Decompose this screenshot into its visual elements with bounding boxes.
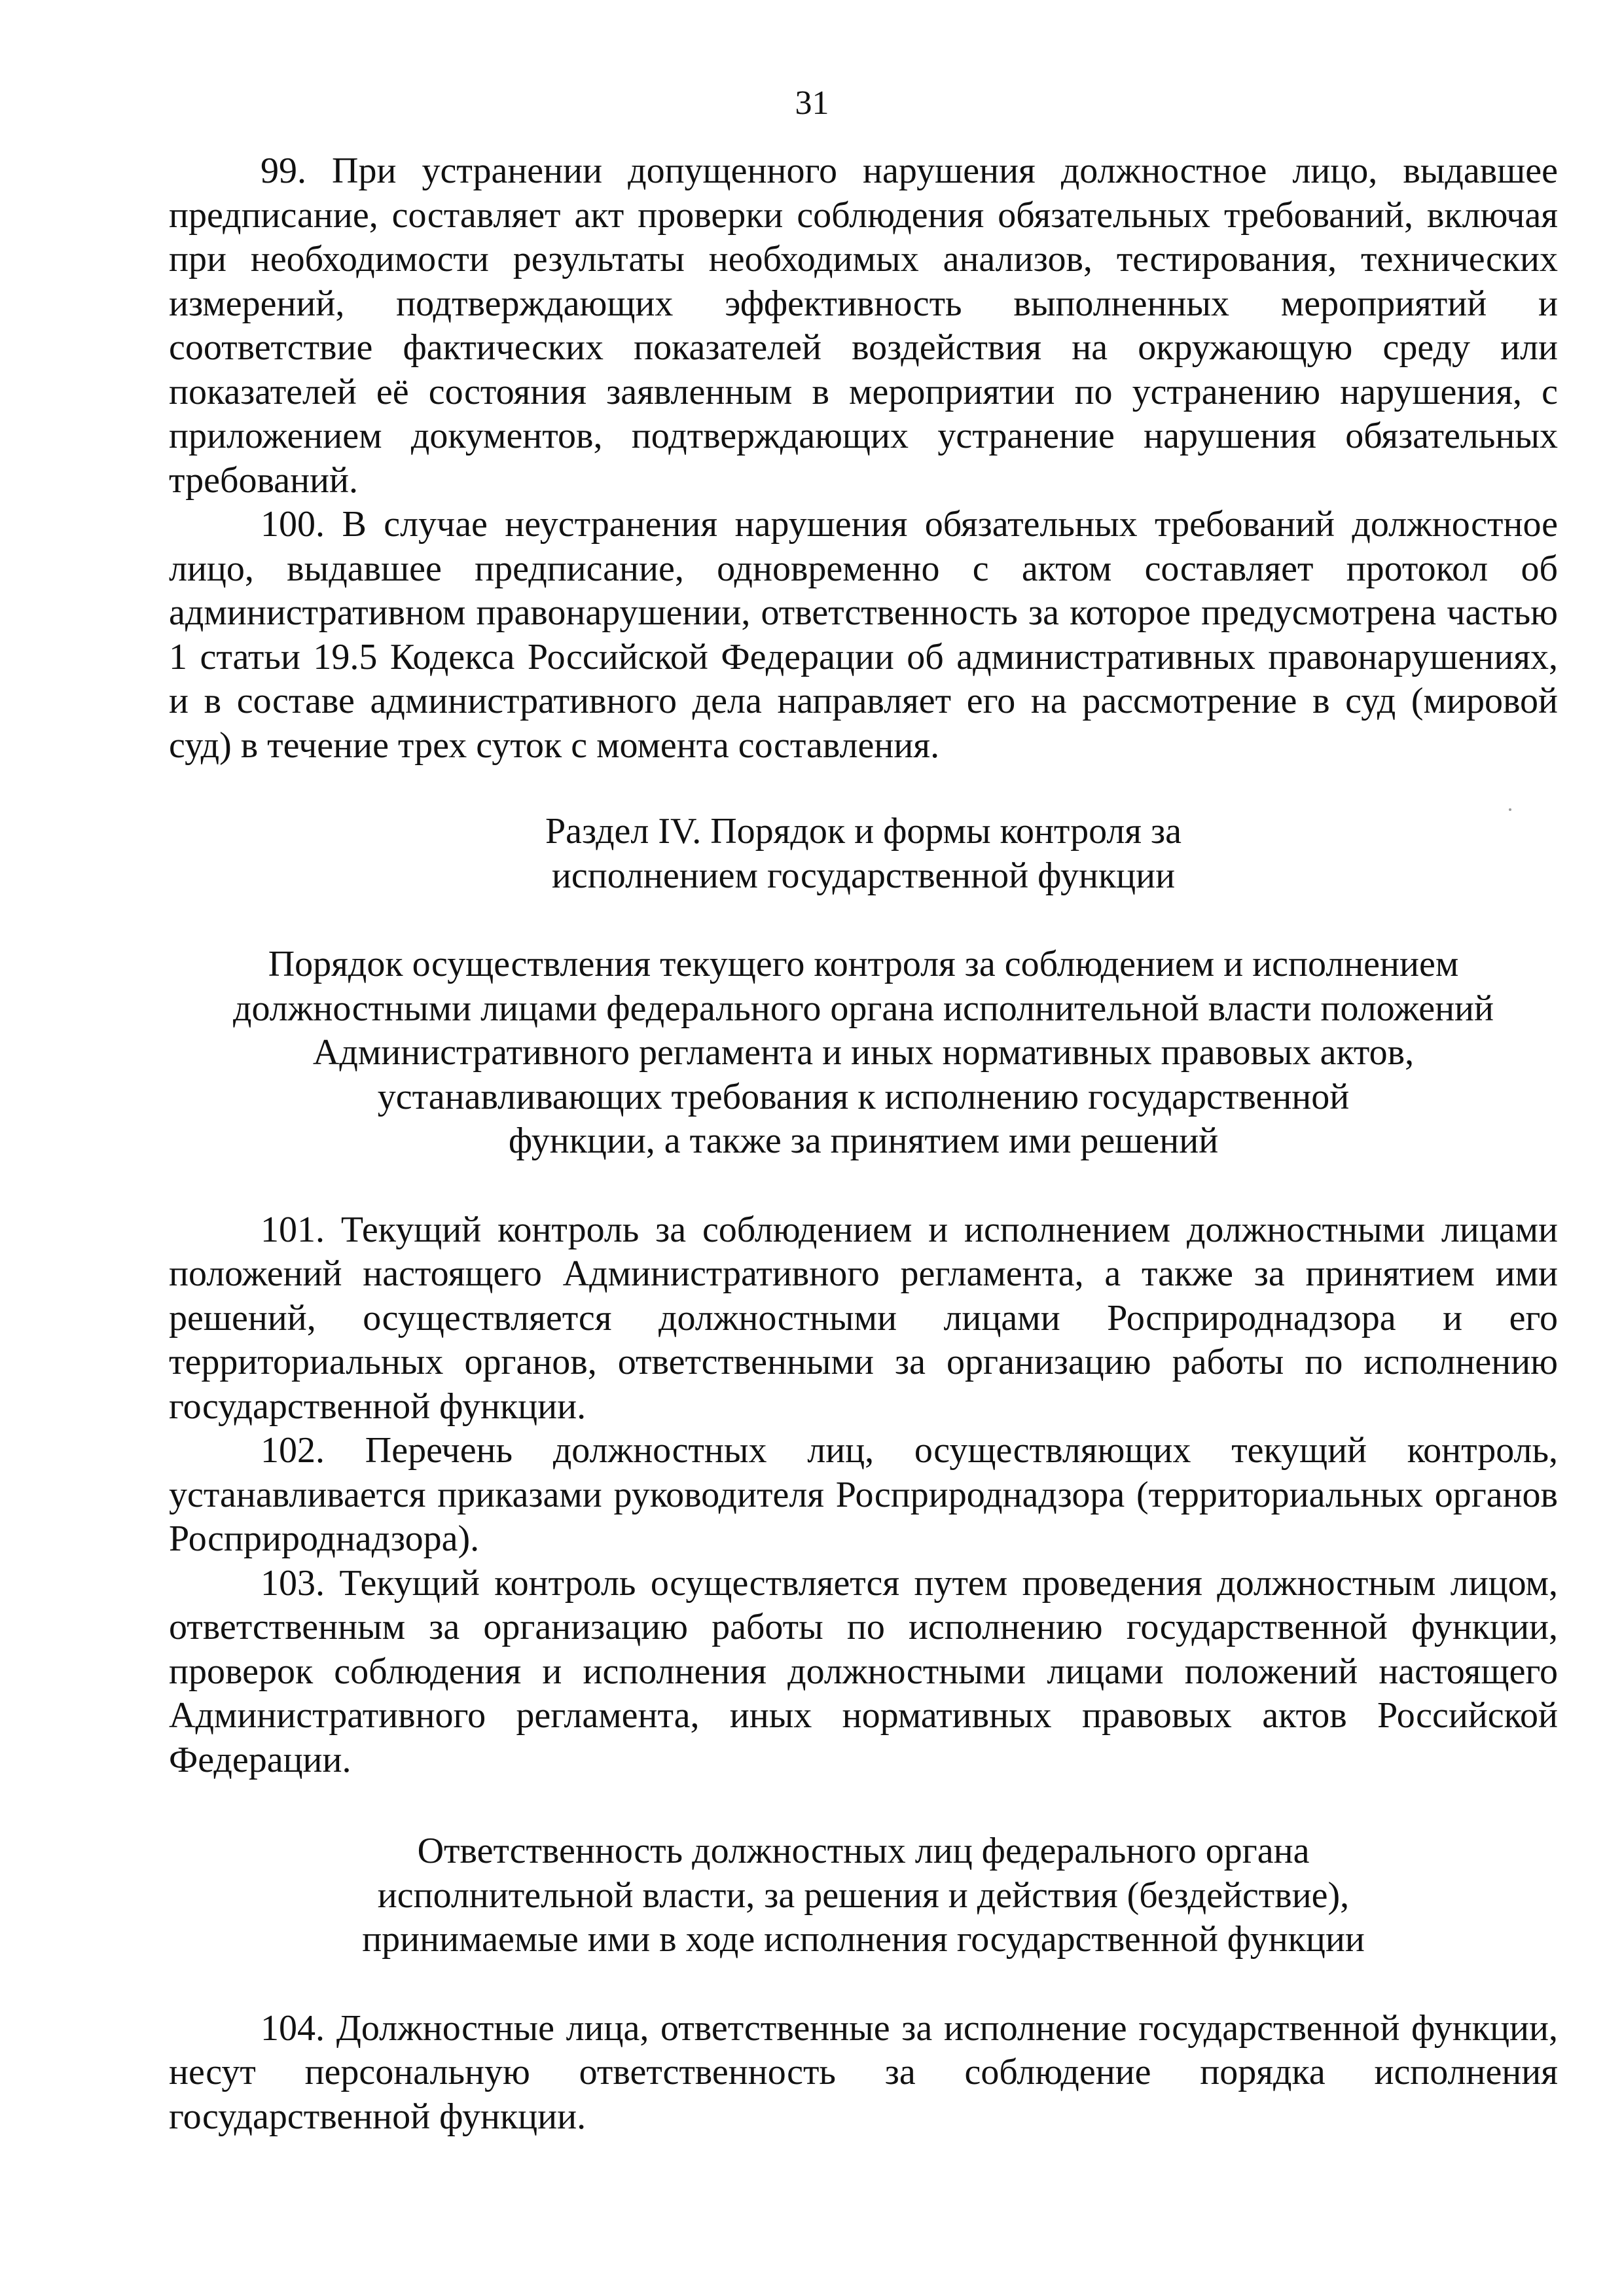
paragraph-number: 101.	[261, 1209, 325, 1250]
subheading-line: принимаемые ими в ходе исполнения государственной функции	[362, 1919, 1365, 1960]
paragraph-99	[169, 149, 1558, 503]
paragraph-number: 102.	[261, 1430, 325, 1471]
page-number: 31	[795, 84, 829, 122]
scan-speck	[1509, 808, 1511, 811]
subheading-line: должностными лицами федерального органа исполнительной власти положений	[233, 988, 1494, 1029]
paragraph-number: 100.	[261, 504, 325, 545]
paragraph-text: В случае неустранения нарушения обязательных требований должностное лицо, выдавшее предписание, одновременно с актом составляет протокол об административном правонарушении, ответственность за которое предусмотрена частью 1 статьи 19.5 Кодекса Российской Федерации об административных правонарушениях, и в составе административного дела направляет его на рассмотрение в суд (мировой суд) в течение трех суток с момента составления.	[169, 504, 1558, 766]
section-heading-line: исполнением государственной функции	[551, 855, 1176, 896]
subheading-line: исполнительной власти, за решения и действия (бездействие),	[377, 1874, 1350, 1916]
paragraph-text: Текущий контроль осуществляется путем проведения должностным лицом, ответственным за организацию работы по исполнению государственной функции, проверок соблюдения и исполнения должностными лицами положений настоящего Административного регламента, иных нормативных правовых актов Российской Федерации.	[169, 1562, 1558, 1780]
paragraph-104	[169, 2007, 1558, 2140]
paragraph-text: Текущий контроль за соблюдением и исполнением должностными лицами положений настоящего Административного регламента, а также за принятием ими решений, осуществляется должностными лицами Росприроднадзора и его территориальных органов, ответственными за организацию работы по исполнению государственной функции.	[169, 1209, 1558, 1427]
paragraph-text: При устранении допущенного нарушения должностное лицо, выдавшее предписание, составляет акт проверки соблюдения обязательных требований, включая при необходимости результаты необходимых анализов, тестирования, технических измерений, подтверждающих эффективность выполненных мероприятий и соответствие фактических показателей воздействия на окружающую среду или показателей её состояния заявленным в мероприятии по устранению нарушения, с приложением документов, подтверждающих устранение нарушения обязательных требований.	[169, 151, 1559, 501]
subheading-line: Административного регламента и иных нормативных правовых актов,	[312, 1032, 1415, 1073]
document-body	[169, 149, 1558, 2139]
paragraph-number: 103.	[261, 1562, 325, 1604]
paragraph-number: 104.	[261, 2007, 325, 2049]
paragraph-101	[169, 1208, 1558, 1429]
subheading-line: Ответственность должностных лиц федерального органа	[417, 1831, 1310, 1871]
paragraph-100	[169, 503, 1558, 768]
paragraph-102	[169, 1429, 1558, 1562]
paragraph-text: Должностные лица, ответственные за исполнение государственной функции, несут персональную ответственность за соблюдение порядка исполнения государственной функции.	[169, 2007, 1558, 2137]
subheading-line: устанавливающих требования к исполнению государственной	[377, 1076, 1350, 1117]
subheading-line: функции, а также за принятием ими решений	[508, 1121, 1219, 1161]
paragraph-text: Перечень должностных лиц, осуществляющих текущий контроль, устанавливается приказами руководителя Росприроднадзора (территориальных органов Росприроднадзора).	[169, 1430, 1559, 1559]
subheading-current-control	[169, 942, 1558, 1164]
section-heading	[169, 810, 1558, 898]
paragraph-number: 99.	[261, 151, 306, 191]
paragraph-103	[169, 1562, 1558, 1783]
subheading-line: Порядок осуществления текущего контроля за соблюдением и исполнением	[268, 944, 1459, 984]
subheading-responsibility	[169, 1829, 1558, 1962]
section-heading-line: Раздел IV. Порядок и формы контроля за	[545, 811, 1182, 852]
